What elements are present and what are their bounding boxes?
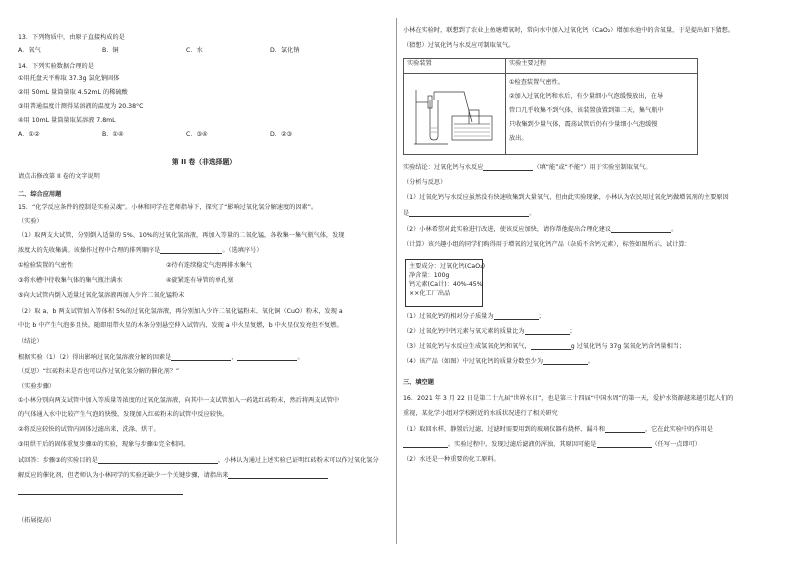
exp1-option-3: ③将水槽中待收集气体的集气瓶注满水 bbox=[18, 277, 123, 284]
calc-intro: （计算）该兴趣小组的同学们购得用于增氧的过氧化钙产品（杂质不含钙元素），标签如图所示。试计算： bbox=[403, 241, 691, 248]
exp2-line1: （2）取 a、b 两支试管加入等体积 5%的过氧化氢溶液，再分别加入少许二氧化锰粉末、氧化铜（CuO）粉末，发现 a bbox=[18, 308, 343, 315]
step2: ②将反应较快的试管内固体过滤出来，洗涤、烘干。 bbox=[18, 426, 160, 433]
step3: ③用烘干后的固体重复步骤①的实验，现象与步骤①完全相同。 bbox=[18, 441, 190, 448]
calc2-end: ； bbox=[569, 327, 576, 335]
exp1-option-1: ①检验装置的气密性 bbox=[18, 262, 74, 269]
calc2-line bbox=[403, 328, 576, 335]
experiment-label: （实验） bbox=[18, 218, 43, 225]
q14-item-4: ④用 10mL 量筒量取某溶液 7.8mL bbox=[18, 117, 116, 124]
calc1-end: ； bbox=[538, 312, 545, 320]
table-header-apparatus: 实验装置 bbox=[404, 59, 506, 74]
q16-1-line1 bbox=[403, 426, 713, 433]
calc3-line bbox=[403, 343, 685, 350]
q13-option-c: C．水 bbox=[186, 47, 203, 54]
product-label bbox=[405, 259, 483, 307]
apparatus-diagram bbox=[404, 74, 499, 152]
conclusion-end: 。 bbox=[297, 353, 304, 361]
calc3-b: g 过氧化钙与 37g 氢氧化钙含钙量相当； bbox=[570, 342, 686, 350]
q16-line1: 16．2021 年 3 月 22 日是第二十九届“世界水日”，也是第三十四届“中国水周”的第一天，爱护水资源越来越引起人们的 bbox=[403, 395, 734, 402]
q13-option-b: B．铜 bbox=[102, 47, 119, 54]
discussion-b: 。小林认为通过上述实验已证明红砖粉末可以作过氧化氢分 bbox=[217, 456, 379, 464]
exp1-option-2: ②待有连续稳定气泡再排水集气 bbox=[166, 262, 252, 269]
result-blank[interactable] bbox=[483, 164, 533, 171]
calc4-line bbox=[403, 358, 594, 365]
left-column bbox=[18, 0, 390, 562]
q14-option-c: C．③④ bbox=[186, 131, 208, 138]
calc3-blank[interactable] bbox=[531, 343, 571, 350]
conclusion-blank-2[interactable] bbox=[237, 354, 297, 361]
calc3-a: （3）过氧化钙与水反应生成氢氧化钙和氧气， bbox=[403, 342, 531, 350]
discussion-c: 解反应的催化剂，但老师认为小林同学的实验还缺少一个关键步骤，请指出来 bbox=[18, 471, 229, 479]
result-a: 实验结论：过氧化钙与水反应 bbox=[403, 163, 484, 171]
calc1-line bbox=[403, 313, 545, 320]
q14-item-2: ②用 50mL 量筒量取 4.52mL 的稀硫酸 bbox=[18, 89, 128, 96]
discussion-line1 bbox=[18, 457, 379, 464]
process-step-2b: 管口几乎收集不到气体，该装置放置到第二天，集气瓶中 bbox=[509, 107, 664, 114]
q16-line2: 重视，某化学小组对学校附近的水质状况进行了相关研究 bbox=[403, 410, 558, 417]
step1-line1: ①小林分别向两支试管中加入等质量等浓度的过氧化氢溶液，向其中一支试管加入一药匙红砖粉末，然后将两支试管中 bbox=[18, 397, 340, 404]
calc4-end: 。 bbox=[588, 357, 595, 365]
analysis2-b: 。 bbox=[671, 225, 678, 233]
step1-line2: 的气体通入水中比较产生气泡的快慢，发现加入红砖粉末的试管中反应较快。 bbox=[18, 411, 229, 418]
exp1-line2 bbox=[18, 247, 263, 254]
conclusion-text: 根据实验（1）（2）得出影响过氧化氢溶液分解的因素是 bbox=[18, 353, 172, 361]
q14-item-1: ①用托盘天平称取 37.3g 氯化钠固体 bbox=[18, 75, 120, 82]
conclusion-label: （结论） bbox=[18, 338, 43, 345]
column-divider bbox=[396, 18, 397, 544]
expansion-label: （拓展提高） bbox=[18, 517, 56, 524]
analysis2-a: （2）小林希望对此实验进行改进，使该反应加快，请你帮他提出合理化建议 bbox=[403, 225, 612, 233]
q16-1-line2 bbox=[403, 441, 701, 448]
analysis2-line bbox=[403, 226, 677, 233]
exp1-option-4: ④旋紧连有导管的单孔塞 bbox=[166, 277, 234, 284]
hypothesis: （猜想）过氧化钙与水反应可制取氧气。 bbox=[403, 42, 515, 49]
reflection: （反思）“红砖粉末是否也可以作过氧化氢分解的催化剂？” bbox=[18, 368, 180, 375]
product-label-line-1: 主要成分：过氧化钙(CaO₂) bbox=[409, 263, 485, 270]
q16-1a: （1）取回水样，静置后过滤，过滤时需要用到的玻璃仪器有烧杯、漏斗和 bbox=[403, 425, 605, 433]
exp2-line2: 中比 b 中产生气泡多且快。随即用带火星的木条分别悬空伸入试管内，发现 a 中火星复燃，b 中火星仅发亮但不复燃。 bbox=[18, 322, 343, 329]
discussion-blank-1[interactable] bbox=[98, 457, 218, 464]
process-step-2d: 放出。 bbox=[509, 135, 528, 142]
discussion-line3 bbox=[18, 488, 183, 495]
analysis1-c: 。 bbox=[529, 209, 536, 217]
analysis2-blank[interactable] bbox=[611, 226, 671, 233]
table-header-process: 实验主要过程 bbox=[506, 59, 698, 74]
product-label-line-2: 净含量：100g bbox=[409, 272, 450, 279]
q14-option-b: B．①④ bbox=[102, 131, 124, 138]
calc4-text: （4）该产品（如图）中过氧化钙的质量分数至少为 bbox=[403, 357, 544, 365]
conclusion-blank-1[interactable] bbox=[171, 354, 231, 361]
q14-item-3: ③用普通温度计测得某溶液的温度为 20.38°C bbox=[18, 103, 144, 110]
product-label-line-3: 钙元素(Ca计)：40%-45% bbox=[409, 281, 483, 288]
conclusion-line bbox=[18, 354, 304, 361]
process-step-1: ①检查装置气密性。 bbox=[509, 79, 565, 86]
section3-heading: 三、填空题 bbox=[403, 379, 434, 386]
q16-1-blank-1[interactable] bbox=[605, 426, 645, 433]
discussion-a: 试回答：步骤③的实验目的是 bbox=[18, 456, 98, 464]
q15-intro: 15．“化学反应条件的控制是实验灵魂”。小林和同学在老师指导下，探究了“影响过氧化氢分解速度的因素”。 bbox=[18, 204, 318, 211]
exp1-line2-tail: 。（选填序号） bbox=[222, 246, 263, 254]
q14-option-a: A．①② bbox=[18, 131, 40, 138]
experiment-table bbox=[403, 58, 698, 155]
q14-stem: 14．下列实验数据合理的是 bbox=[18, 63, 94, 70]
product-label-line-4: ××化工厂出品 bbox=[409, 290, 451, 297]
q13-options bbox=[18, 48, 358, 54]
part2-title: 第 II 卷（非选择题） bbox=[171, 158, 237, 166]
q13-option-d: D．氯化钠 bbox=[270, 47, 300, 54]
analysis1-line1: （1）过氧化钙与水反应虽然没有快速收集到大量氧气，但由此实验现象，小林认为农民用过氧化钙做增氧剂的主要原因 bbox=[403, 194, 729, 201]
discussion-blank-3[interactable] bbox=[18, 488, 183, 495]
calc4-blank[interactable] bbox=[543, 358, 588, 365]
analysis1-b: 是 bbox=[403, 209, 410, 217]
right-intro: 小林在实验时，联想到了农业上鱼塘增氧时，常向水中加入过氧化钙（CaO₂）增加水池中的含氧量，于是提出如下猜想。 bbox=[403, 27, 735, 34]
process-step-2c: 只收集到少量气体，震荡试管后仍有少量细小气泡缓慢 bbox=[509, 121, 658, 128]
section2-heading: 二、综合应用题 bbox=[18, 191, 62, 198]
discussion-line2 bbox=[18, 472, 328, 479]
q14-option-d: D．②③ bbox=[270, 131, 293, 138]
part2-note: 请点击修改第 II 卷的文字说明 bbox=[18, 173, 100, 180]
q14-options bbox=[18, 132, 358, 138]
q13-option-a: A．氧气 bbox=[18, 47, 41, 54]
apparatus-cell bbox=[404, 74, 506, 155]
analysis1-line2 bbox=[403, 210, 535, 217]
q16-1d: （任写一点即可） bbox=[651, 440, 701, 448]
calc2-blank[interactable] bbox=[525, 328, 570, 335]
analysis1-blank[interactable] bbox=[409, 210, 529, 217]
q16-1-blank-2[interactable] bbox=[403, 441, 448, 448]
process-step-2a: ②加入过氧化钙和水后，有少量细小气泡缓慢放出，在导 bbox=[509, 93, 664, 100]
discussion-blank-2[interactable] bbox=[228, 472, 328, 479]
conclusion-sep: 、 bbox=[231, 353, 238, 361]
exp1-line1: （1）取两支大试管，分别倒入适量的 5%、10%的过氧化氢溶液，再加入等量的二氧化锰，各收集一集气瓶气体，发现 bbox=[18, 232, 345, 239]
result-line bbox=[403, 164, 651, 171]
exp1-answer-blank[interactable] bbox=[160, 247, 222, 254]
calc1-blank[interactable] bbox=[494, 313, 539, 320]
exp1-option-5: ⑤向大试管内倒入适量过氧化氢溶液再加入少许二氧化锰粉末 bbox=[18, 292, 185, 299]
result-b: （填“能”或“不能”）用于实验室制取氧气。 bbox=[533, 163, 652, 171]
steps-label: （实验步骤） bbox=[18, 383, 56, 390]
analysis-label: （分析与反思） bbox=[403, 179, 447, 186]
process-cell bbox=[506, 74, 698, 155]
q16-1b: ，它在此实验中的作用是 bbox=[644, 425, 713, 433]
exp1-line2-text: 浓度大的先收集满。该操作过程中合理的排列顺序是 bbox=[18, 246, 161, 254]
calc1-text: （1）过氧化钙的相对分子质量为 bbox=[403, 312, 494, 320]
q16-2-line: （2）水还是一种重要的化工原料。 bbox=[403, 456, 500, 463]
q13-stem: 13．下列物质中，由原子直接构成的是 bbox=[18, 34, 125, 41]
q16-1c: 。实验过程中，发现过滤后滤液仍浑浊，其原因可能是 bbox=[448, 440, 597, 448]
q16-1-blank-3[interactable] bbox=[597, 441, 652, 448]
calc2-text: （2）过氧化钙中钙元素与氧元素的质量比为 bbox=[403, 327, 525, 335]
